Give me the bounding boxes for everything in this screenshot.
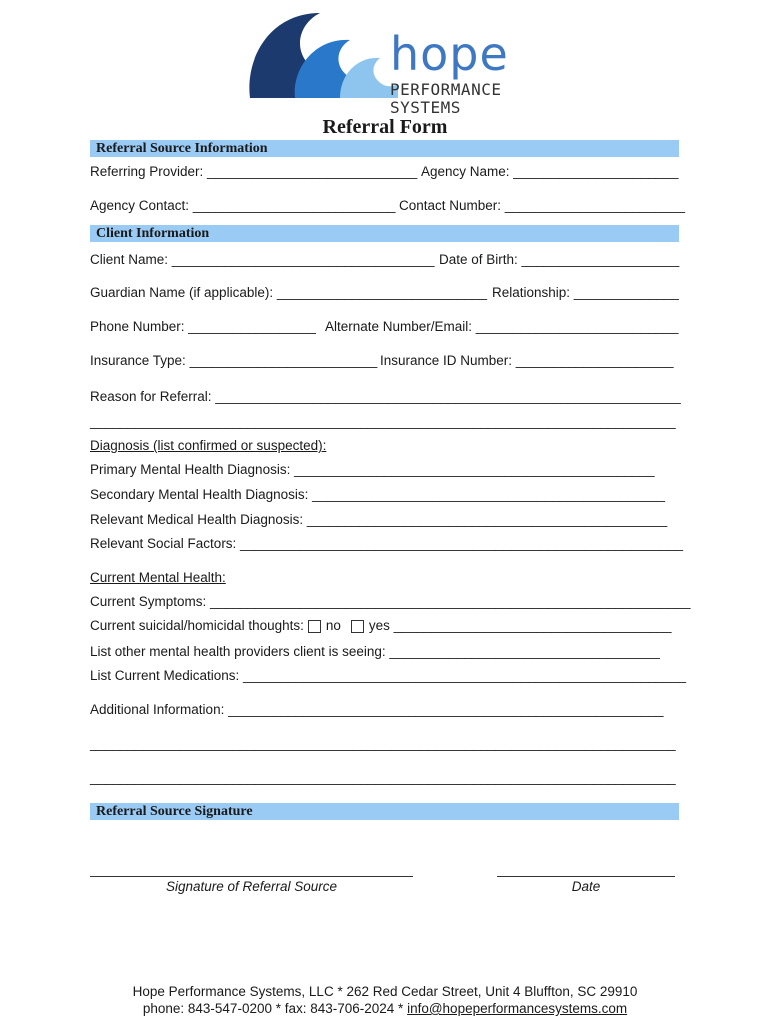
signature-line[interactable] [90,876,413,877]
contact-number-field[interactable]: Contact Number: ________________________ [399,198,685,213]
additional-information-field[interactable]: Additional Information: __________________________________________________________ [90,702,664,717]
signature-label: Signature of Referral Source [165,879,338,894]
section-header-referral-source [90,140,679,157]
date-line[interactable] [497,876,675,877]
date-of-birth-field[interactable]: Date of Birth: _____________________ [439,252,680,267]
yes-label: yes [368,618,390,633]
yes-checkbox[interactable] [351,620,364,633]
yes-details-field[interactable]: _____________________________________ [393,618,672,633]
reason-continuation-line[interactable]: ______________________________________________________________________________ [90,414,676,429]
diagnosis-heading: Diagnosis (list confirmed or suspected): [90,438,327,453]
current-symptoms-field[interactable]: Current Symptoms: ________________________________________________________________ [90,594,691,609]
mental-health-heading: Current Mental Health: [90,570,226,585]
no-checkbox[interactable] [308,620,321,633]
relationship-field[interactable]: Relationship: ______________ [492,285,679,300]
reason-for-referral-field[interactable]: Reason for Referral: ______________________________________________________________ [90,389,681,404]
suicidal-thoughts-row [90,618,671,634]
section-header-signature [90,803,679,820]
section-header-label: Client Information [96,226,210,241]
additional-line-2[interactable]: ______________________________________________________________________________ [90,770,676,785]
no-label: no [325,618,341,633]
date-label: Date [571,879,601,894]
agency-contact-field[interactable]: Agency Contact: ___________________________ [90,198,396,213]
brand-name: hope [390,27,509,81]
footer-email-link[interactable]: info@hopeperformancesystems.com [407,1001,628,1016]
logo [240,8,580,117]
page-title: Referral Form [322,116,448,138]
medical-diagnosis-field[interactable]: Relevant Medical Health Diagnosis: ________________________________________________ [90,512,668,527]
additional-line-1[interactable]: ______________________________________________________________________________ [90,736,676,751]
current-medications-field[interactable]: List Current Medications: ___________________________________________________________ [90,668,687,683]
wave-logo-icon [240,8,400,103]
client-name-field[interactable]: Client Name: ___________________________________ [90,252,435,267]
footer-address: Hope Performance Systems, LLC * 262 Red Cedar Street, Unit 4 Bluffton, SC 29910 [132,984,638,999]
section-header-client [90,225,679,242]
primary-diagnosis-field[interactable]: Primary Mental Health Diagnosis: ________________________________________________ [90,462,655,477]
phone-number-field[interactable]: Phone Number: _________________ [90,319,316,334]
referring-provider-field[interactable]: Referring Provider: ____________________________ [90,164,418,179]
agency-name-field[interactable]: Agency Name: ______________________ [421,164,679,179]
footer-contact [0,1000,770,1017]
footer-phone-fax: phone: 843-547-0200 * fax: 843-706-2024 * [142,1001,408,1016]
insurance-id-field[interactable]: Insurance ID Number: _____________________ [380,353,674,368]
section-header-label: Referral Source Signature [96,804,253,819]
social-factors-field[interactable]: Relevant Social Factors: ___________________________________________________________ [90,536,684,551]
guardian-name-field[interactable]: Guardian Name (if applicable): ____________________________ [90,285,488,300]
suicidal-thoughts-label: Current suicidal/homicidal thoughts: [90,618,304,633]
secondary-diagnosis-field[interactable]: Secondary Mental Health Diagnosis: _______________________________________________ [90,487,665,502]
brand-tagline: PERFORMANCE SYSTEMS [390,80,502,117]
section-header-label: Referral Source Information [96,141,268,156]
alternate-number-field[interactable]: Alternate Number/Email: ___________________________ [325,319,679,334]
other-providers-field[interactable]: List other mental health providers client is seeing: ____________________________________ [90,644,660,659]
insurance-type-field[interactable]: Insurance Type: _________________________ [90,353,378,368]
